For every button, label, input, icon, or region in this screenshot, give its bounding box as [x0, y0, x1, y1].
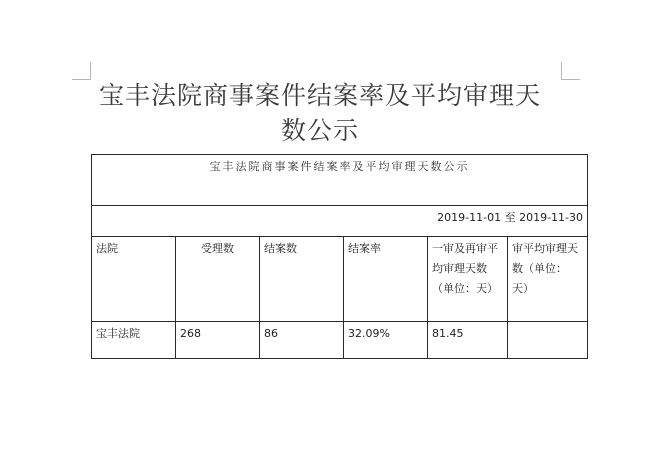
table-row [92, 322, 588, 359]
column-header-closure-rate: 结案率 [344, 237, 428, 322]
cell-court: 宝丰法院 [92, 322, 176, 359]
table-heading: 宝丰法院商事案件结案率及平均审理天数公示 [92, 155, 588, 206]
document-title: 宝丰法院商事案件结案率及平均审理天数公示 [98, 81, 541, 145]
cell-closed: 86 [260, 322, 344, 359]
column-header-average-days: 审平均审理天数（单位：天） [508, 237, 588, 322]
crop-mark-top-left-h [72, 79, 90, 80]
column-header-row [92, 237, 588, 322]
cell-accepted: 268 [176, 322, 260, 359]
column-header-accepted: 受理数 [176, 237, 260, 322]
column-header-closed: 结案数 [260, 237, 344, 322]
cell-average-days [508, 322, 588, 359]
table-heading-row [92, 155, 588, 206]
date-range: 2019-11-01 至 2019-11-30 [92, 206, 588, 237]
date-range-row [92, 206, 588, 237]
cell-first-retrial-days: 81.45 [428, 322, 508, 359]
crop-mark-top-right-h [562, 79, 580, 80]
column-header-first-retrial-days: 一审及再审平均审理天数（单位：天） [428, 237, 508, 322]
statistics-table [91, 154, 588, 359]
crop-mark-top-right-v [561, 62, 562, 80]
cell-closure-rate: 32.09% [344, 322, 428, 359]
column-header-court: 法院 [92, 237, 176, 322]
